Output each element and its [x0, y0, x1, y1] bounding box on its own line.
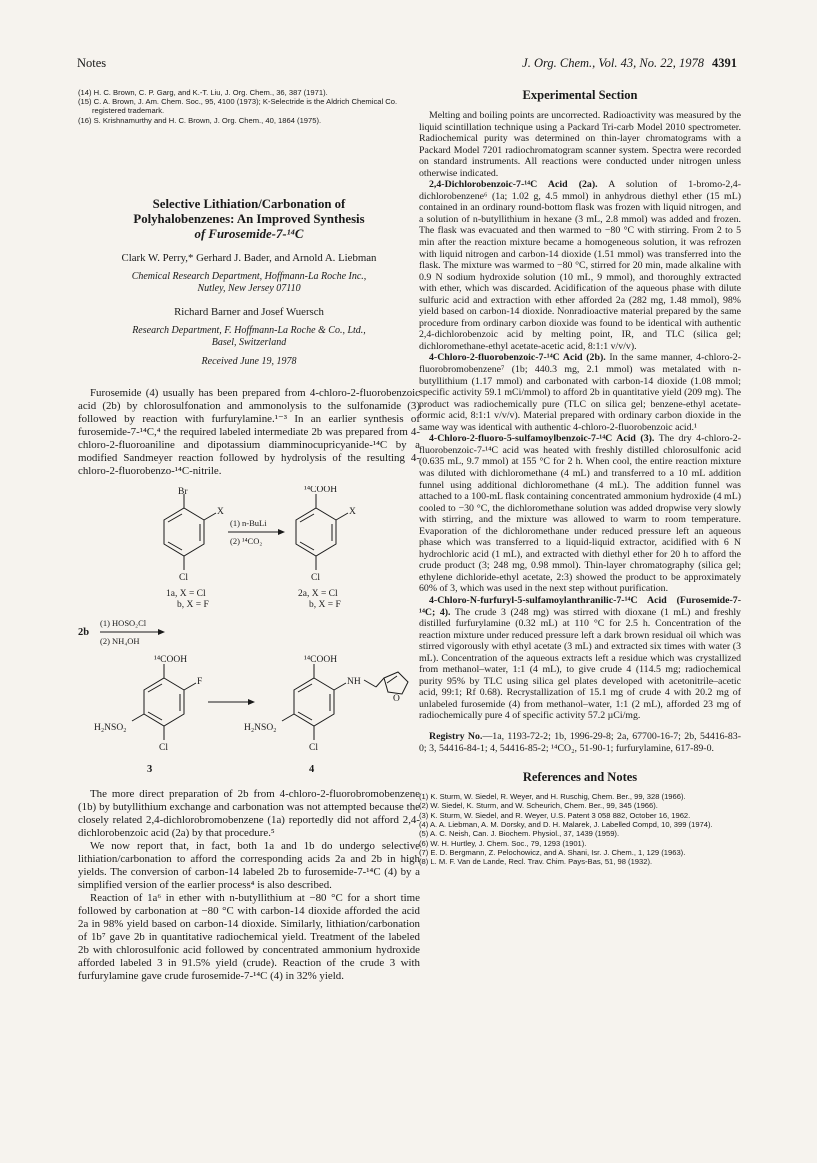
left-column	[78, 88, 420, 983]
reference-item: (6) W. H. Hurtley, J. Chem. Soc., 79, 1293 (1901).	[419, 838, 587, 848]
received-date: Received June 19, 1978	[201, 355, 297, 367]
reagent-label: (2) NH₄OH	[100, 635, 140, 646]
journal-citation: J. Org. Chem., Vol. 43, No. 22, 1978	[522, 56, 704, 70]
substituent-x: X	[217, 506, 224, 517]
arrow-head	[278, 529, 285, 535]
substituent-br: Br	[178, 486, 188, 497]
substituent-cl: Cl	[311, 572, 320, 583]
substituent-f: F	[197, 676, 203, 687]
substituent-cl: Cl	[179, 572, 188, 583]
footnote: (14) H. C. Brown, C. P. Garg, and K.-T. Liu, J. Org. Chem., 36, 387 (1971).	[78, 88, 328, 97]
affiliation-line: Chemical Research Department, Hoffmann-La Roche Inc.,	[131, 270, 367, 282]
run-in-heading: 4-Chloro-N-furfuryl-5-sulfamoylanthranilic-7-¹⁴C Acid (Furosemide-7-¹⁴C; 4).	[419, 594, 741, 618]
reagent-label: (1) HOSO₂Cl	[100, 617, 147, 628]
reagent-label: (2) ¹⁴CO₂	[230, 535, 263, 546]
paragraph-body: The crude 3 (248 mg) was stirred with dioxane (1 mL) and freshly distilled furfurylamine (0.32 mL) at 110 °C for 2.5 h. Concentration of the reaction mixture under reduced pressure left a dark brown residual oil which was stirred vigorously with ethyl acetate (3 mL) and extracted six times with water (3 mL). Concentration of the aqueous extracts left a residue which was crystallized from methanol–water, 1:1 (4 mL), to give crude 4 (114.5 mg; radiochemical purity 95% by TLC using silica gel plates developed with acetonitrile–acetic acid, 99:1; Rf 0.68). Recrystallization of 15.1 mg of crude 4 with 20.2 mg of unlabeled furosemide (4) from methanol–water, 1:1 (2 mL), afforded 23 mg of radiochemically pure 4 of specific activity 57.2 µCi/mg.	[419, 606, 741, 722]
start-compound-2b: 2b	[78, 626, 90, 638]
running-header-section: Notes	[77, 56, 107, 70]
title-line: Selective Lithiation/Carbonation of	[152, 196, 346, 211]
affiliation-primary	[78, 271, 420, 296]
substituent-cl: Cl	[309, 742, 318, 753]
compound-label-2a: 2a, X = Cl	[298, 588, 338, 599]
intro-text	[78, 387, 420, 478]
reagent-label: (1) n-BuLi	[230, 517, 267, 528]
paragraph-body: —1a, 1193-72-2; 1b, 1996-29-8; 2a, 67700-16-7; 2b, 54416-83-0; 3, 54416-84-1; 4, 54416-85-2; ¹⁴CO₂, 51-90-1; furfurylamine, 617-89-0.	[419, 730, 741, 754]
substituent-sulfonamide: H₂NSO₂	[244, 722, 277, 733]
section-heading: Experimental Section	[522, 88, 638, 102]
substituent-x: X	[349, 506, 356, 517]
reference-item: (2) W. Siedel, K. Sturm, and W. Scheurich, Chem. Ber., 99, 345 (1966).	[419, 801, 658, 811]
paragraph-body: In the same manner, 4-chloro-2-fluorobromobenzene⁷ (1b; 440.3 mg, 2.1 mmol) was metalated with n-butyllithium (1.17 mmol) and carbonated with carbon-14 dioxide (1.08 mmol; specific activity 59.1 mCi/mmol) to afford 2b in quantitative yield (209 mg). The product was radiochemically pure (TLC on silica gel; benzene-ethyl acetate-formic acid, 8:1:1 v/v/v). Material prepared with ordinary carbon dioxide in the same way was identical with authentic 4-chloro-2-fluorobenzoic acid.¹	[419, 352, 741, 433]
paragraph	[419, 179, 741, 352]
article-title	[78, 197, 420, 242]
authors-primary: Clark W. Perry,* Gerhard J. Bader, and Arnold A. Liebman	[121, 251, 377, 264]
paragraph	[419, 352, 741, 433]
compound-number-4: 4	[309, 763, 315, 775]
authors-secondary: Richard Barner and Josef Wuersch	[174, 305, 324, 318]
substituent-sulfonamide: H₂NSO₂	[94, 722, 127, 733]
title-line: of Furosemide-7-¹⁴C	[194, 226, 304, 241]
run-in-heading: 4-Chloro-2-fluoro-5-sulfamoylbenzoic-7-¹⁴C Acid (3).	[429, 433, 655, 445]
paragraph-body: The dry 4-chloro-2-fluorobenzoic-7-¹⁴C acid was heated with freshly distilled chlorosulfonic acid (0.635 mL, 9.7 mmol) at 155 °C for 2 h. When cool, the entire reaction mixture was diluted with dichloromethane (4 mL) and transferred to a 10 mL addition funnel using additional dichloromethane (4 mL). The addition funnel was attached to a 100-mL flask containing concentrated ammonium hydroxide (4 mL) cooled to −30 °C, the dichloromethane solution was added dropwise very slowly with stirring, and the mixture was allowed to warm to room temperature. Evaporation of the dichloromethane under reduced pressure left an aqueous phase which was transferred to a liquid-liquid extractor, acidified with 6 N hydrochloric acid (1 mL), and extracted with diethyl ether for 20 h to afford the crude product (3; 248 mg, 0.98 mmol). Thin-layer chromatography (silica gel; ethylene dichloride-ethyl acetate, 2:3) showed the product to be approximately 60% of 3, which was used in the next step without purification.	[419, 433, 741, 595]
substituent-cooh: ¹⁴COOH	[154, 654, 188, 665]
furan-oxygen: O	[393, 693, 400, 704]
run-in-heading: Registry No.	[429, 730, 483, 742]
running-header-journal	[522, 56, 737, 71]
run-in-heading: 4-Chloro-2-fluorobenzoic-7-¹⁴C Acid (2b).	[429, 352, 606, 364]
paragraph	[419, 595, 741, 722]
right-column	[419, 88, 741, 866]
arrow-head	[158, 629, 165, 635]
affiliation-line: Nutley, New Jersey 07110	[197, 283, 301, 295]
page-number: 4391	[712, 56, 737, 70]
title-line: Polyhalobenzenes: An Improved Synthesis	[133, 211, 365, 226]
footnote: (16) S. Krishnamurthy and H. C. Brown, J. Org. Chem., 40, 1864 (1975).	[78, 115, 322, 125]
substituent-cl: Cl	[159, 742, 168, 753]
arrow-head	[248, 699, 255, 705]
footnote: (15) C. A. Brown, J. Am. Chem. Soc., 95, 4100 (1973); K-Selectride is the Aldrich Chemical Co. registered trademark.	[78, 97, 398, 116]
affiliation-line: Research Department, F. Hoffmann-La Roche & Co., Ltd.,	[132, 324, 366, 336]
footnotes	[78, 88, 420, 125]
affiliation-secondary	[78, 325, 420, 350]
paragraph: Furosemide (4) usually has been prepared from 4-chloro-2-fluorobenzoic acid (2b) by chlorosulfonation and ammonolysis to the sulfonamide (3) followed by reaction with furfurylamine.¹⁻³ In an earlier synthesis of furosemide-7-¹⁴C,⁴ the required labeled intermediate 2b was prepared from 4-chloro-2-fluoroaniline and dipotassium diamminocupricyanide-¹⁴C by a modified Sandmeyer reaction followed by hydrolysis of the resulting 4-chloro-2-fluorobenzo-¹⁴C-nitrile.	[78, 386, 420, 477]
ring-1	[164, 494, 216, 570]
section-heading: References and Notes	[522, 770, 638, 785]
compound-label-1b: b, X = F	[177, 599, 209, 610]
substituent-cooh: ¹⁴COOH	[304, 485, 338, 495]
substituent-nh: NH	[347, 676, 361, 687]
paragraph: We now report that, in fact, both 1a and 1b do undergo selective lithiation/carbonation to afford the corresponding acids 2a and 2b in high yields. The conversion of carbon-14 labeled 2b to furosemide-7-¹⁴C (4) by a simplified version of the earlier process⁴ is also described.	[78, 839, 420, 891]
reference-item: (1) K. Sturm, W. Siedel, R. Weyer, and H. Ruschig, Chem. Ber., 99, 328 (1966).	[419, 792, 686, 802]
reference-list	[419, 792, 741, 866]
paragraph: Reaction of 1a⁶ in ether with n-butyllithium at −80 °C for a short time followed by carbonation at −80 °C with carbon-14 dioxide afforded the acid 2a in 98% yield based on carbon-14 dioxide. Similarly, lithiation/carbonation of 1b⁷ gave 2b in quantitative radiochemical yield. Treatment of the labeled 2b with chlorosulfonic acid followed by concentrated ammonium hydroxide afforded labeled 3 in 91.5% yield (crude). Reaction of the crude 3 with furfurylamine gave crude furosemide-7-¹⁴C (4) in 32% yield.	[78, 891, 420, 982]
scheme-drawing	[78, 486, 420, 872]
registry-numbers	[419, 731, 741, 754]
paragraph: The more direct preparation of 2b from 4-chloro-2-fluorobromobenzene (1b) by butyllithium exchange and carbonation was not attempted because the closely related 2,4-dichlorobromobenzene (1a) reportedly did not afford 2,4-dichlorobenzoic acid (2a) by that procedure.⁵	[78, 787, 420, 839]
reaction-scheme	[78, 486, 420, 872]
ring-4	[282, 664, 408, 740]
compound-number-3: 3	[147, 763, 153, 775]
paragraph	[419, 433, 741, 595]
paragraph: Melting and boiling points are uncorrected. Radioactivity was measured by the liquid scintillation technique using a Packard Tri-carb Model 2010 spectrometer. Radiochemical purity was determined on thin-layer chromatograms with a Packard Model 7201 radiochromatogram scanner system. Spectra were recorded on standard instruments. All reactions were conducted under nitrogen unless otherwise indicated.	[419, 110, 741, 179]
substituent-cooh: ¹⁴COOH	[304, 654, 338, 665]
reference-item: (4) A. A. Liebman, A. M. Dorsky, and D. H. Malarek, J. Labelled Compd, 10, 399 (1974).	[419, 819, 713, 829]
run-in-heading: 2,4-Dichlorobenzoic-7-¹⁴C Acid (2a).	[429, 179, 598, 191]
paragraph-body: A solution of 1-bromo-2,4-dichlorobenzene⁶ (1a; 1.02 g, 4.5 mmol) in anhydrous diethyl ether (15 mL) contained in an ordinary round-bottom flask was frozen with liquid nitrogen, and a solution of n-butyllithium in hexane (3 mL, 2.8 mmol) was added and frozen. The flask was evacuated and then warmed to −80 °C with stirring. From 2 to 5 min after the reaction mixture became a homogeneous solution, it was refrozen with liquid nitrogen and carbon-14 dioxide (1.51 mmol) was transferred into the flask. The mixture was warmed to −80 °C, stirred for 20 min, made alkaline with 0.9 N sodium hydroxide solution (10 mL, 9 mmol), and thoroughly extracted with ether, which was discarded. Acidification of the aqueous phase with dilute sulfuric acid and extraction with ether afforded 2a (282 mg, 1.48 mmol), 98% yield based on carbon-14 dioxide. Nonradioactive material prepared by the same procedure from ordinary carbon dioxide was found to be identical with authentic 2,4-dichlorobenzoic acid by melting point, IR, and TLC (silica gel; dichloromethane-ethyl acetate-acetic acid, 8:1:1 v/v/v).	[419, 179, 741, 352]
reference-item: (7) E. D. Bergmann, Z. Pelochowicz, and A. Shani, Isr. J. Chem., 1, 129 (1963).	[419, 847, 686, 857]
reference-item: (3) K. Sturm, W. Siedel, and R. Weyer, U.S. Patent 3 058 882, October 16, 1962.	[419, 810, 691, 820]
ring-2	[296, 494, 348, 570]
reference-item: (8) L. M. F. Van de Lande, Recl. Trav. Chim. Pays-Bas, 51, 98 (1932).	[419, 857, 653, 867]
compound-label-2b: b, X = F	[309, 599, 341, 610]
compound-label-1a: 1a, X = Cl	[166, 588, 206, 599]
experimental-text	[419, 110, 741, 754]
reference-item: (5) A. C. Neish, Can. J. Biochem. Physiol., 37, 1439 (1959).	[419, 829, 620, 839]
affiliation-line: Basel, Switzerland	[211, 337, 287, 349]
ring-3	[132, 664, 196, 740]
